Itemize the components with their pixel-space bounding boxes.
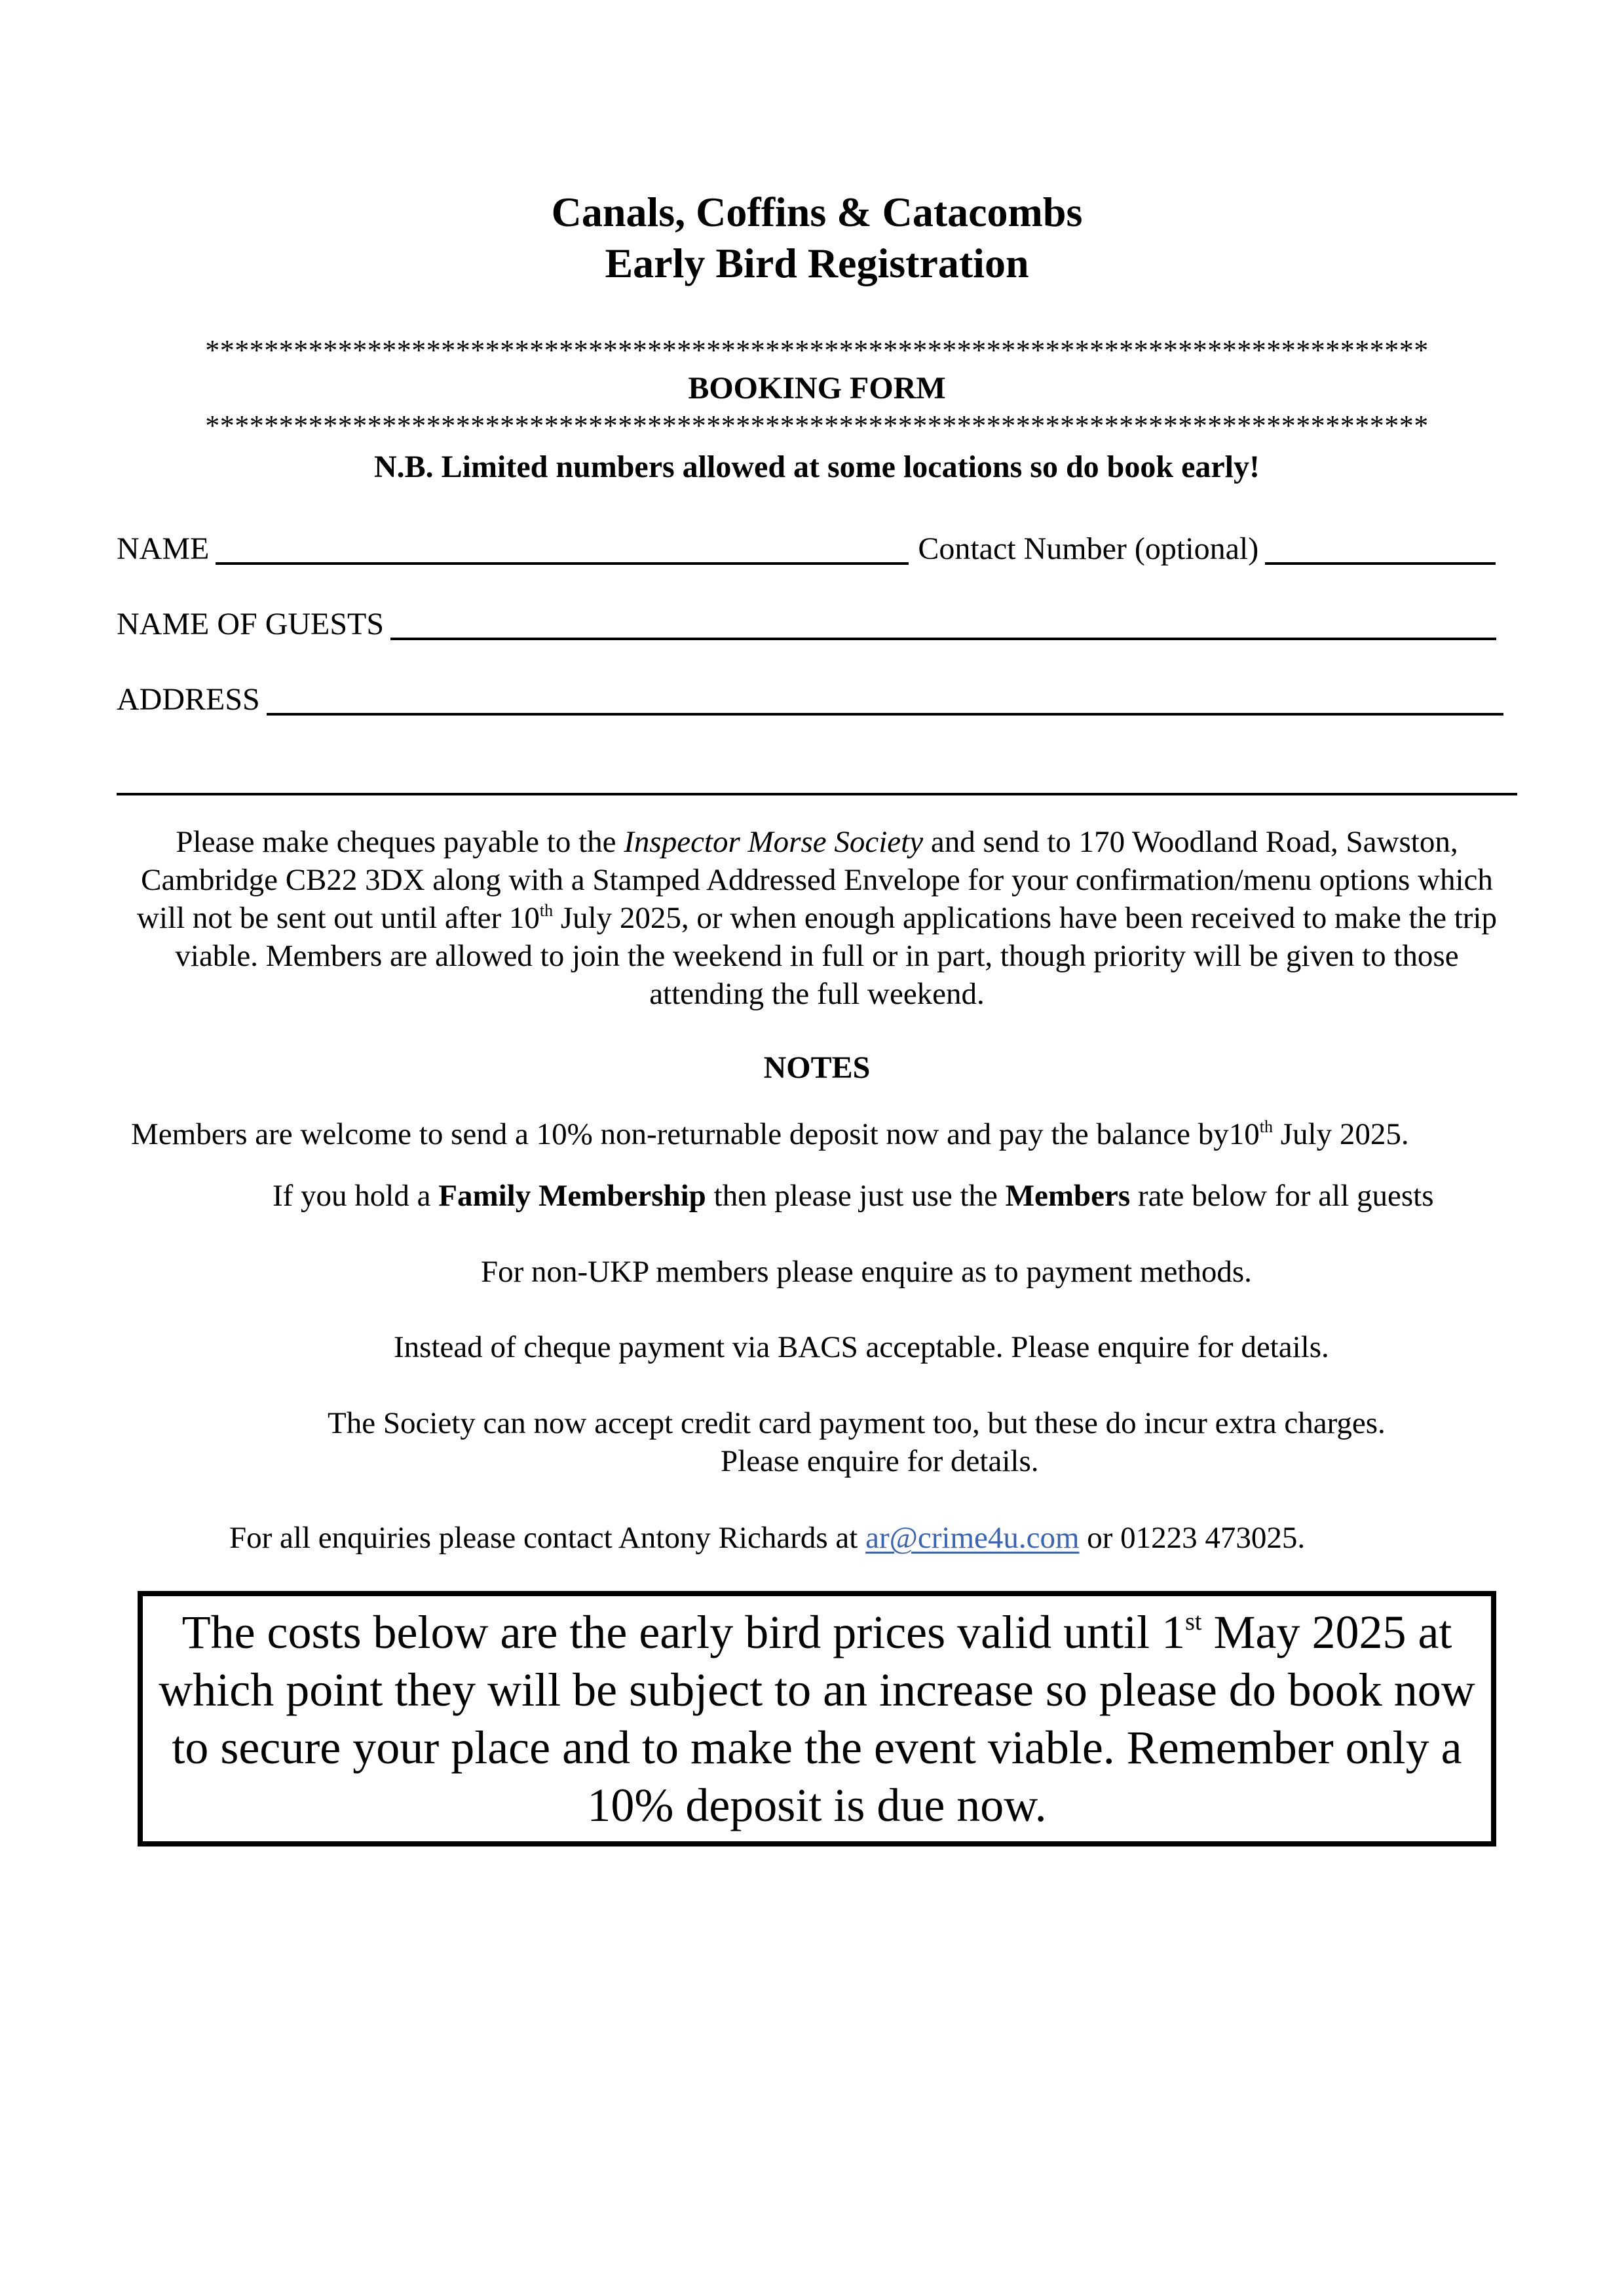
contact-number-label: Contact Number (optional) [918, 531, 1259, 566]
deposit-note: Members are welcome to send a 10% non-returnable deposit now and pay the balance by10th July 2025. [131, 1117, 1409, 1151]
credit-card-enquire-note: Please enquire for details. [721, 1444, 1039, 1478]
name-field[interactable] [216, 533, 909, 565]
registration-subtitle: Early Bird Registration [605, 240, 1029, 286]
guests-row [117, 605, 1517, 644]
guests-field[interactable] [390, 609, 1496, 640]
non-ukp-note: For non-UKP members please enquire as to payment methods. [481, 1255, 1252, 1289]
early-bird-notice-box [138, 1591, 1496, 1846]
star-divider-bottom: *********************************************************************************** [205, 410, 1429, 442]
bacs-note: Instead of cheque payment via BACS acceptable. Please enquire for details. [394, 1330, 1329, 1364]
address-line-2-field[interactable] [117, 760, 1517, 795]
family-membership-note: If you hold a Family Membership then please just use the Members rate below for all guests [273, 1179, 1434, 1213]
society-name: Inspector Morse Society [624, 825, 924, 859]
notes-heading: NOTES [763, 1050, 871, 1085]
star-divider-top: *********************************************************************************** [205, 334, 1429, 366]
early-bird-notice-text: The costs below are the early bird prices valid until 1st May 2025 at which point they will be subject to an increase so please do book now to secure your place and to make the event viable. Remember only a 10% deposit is due now. [159, 1606, 1475, 1831]
contact-number-field[interactable] [1265, 533, 1496, 565]
address-field[interactable] [267, 684, 1503, 716]
email-link[interactable]: ar@crime4u.com [865, 1521, 1080, 1555]
payment-instructions: Please make cheques payable to the Inspector Morse Society and send to 170 Woodland Road, Sawston, Cambridge CB22 3DX along with a Stamped Addressed Envelope for your confirmation/menu options which will not be sent out until after 10th July 2025, or when enough applications have been received to make the trip viable. Members are allowed to join the weekend in full or in part, though priority will be given to those attending the full weekend. [137, 825, 1497, 1011]
address-label: ADDRESS [117, 682, 260, 717]
name-row [117, 529, 1517, 569]
enquiries-contact: For all enquiries please contact Antony Richards at ar@crime4u.com or 01223 473025. [229, 1521, 1306, 1555]
name-label: NAME [117, 531, 210, 566]
booking-form-heading: BOOKING FORM [688, 371, 946, 406]
limited-numbers-notice: N.B. Limited numbers allowed at some locations so do book early! [373, 450, 1260, 484]
event-title: Canals, Coffins & Catacombs [551, 189, 1083, 235]
guests-label: NAME OF GUESTS [117, 607, 385, 641]
address-row [117, 680, 1517, 719]
credit-card-note: The Society can now accept credit card payment too, but these do incur extra charges. [328, 1406, 1386, 1440]
